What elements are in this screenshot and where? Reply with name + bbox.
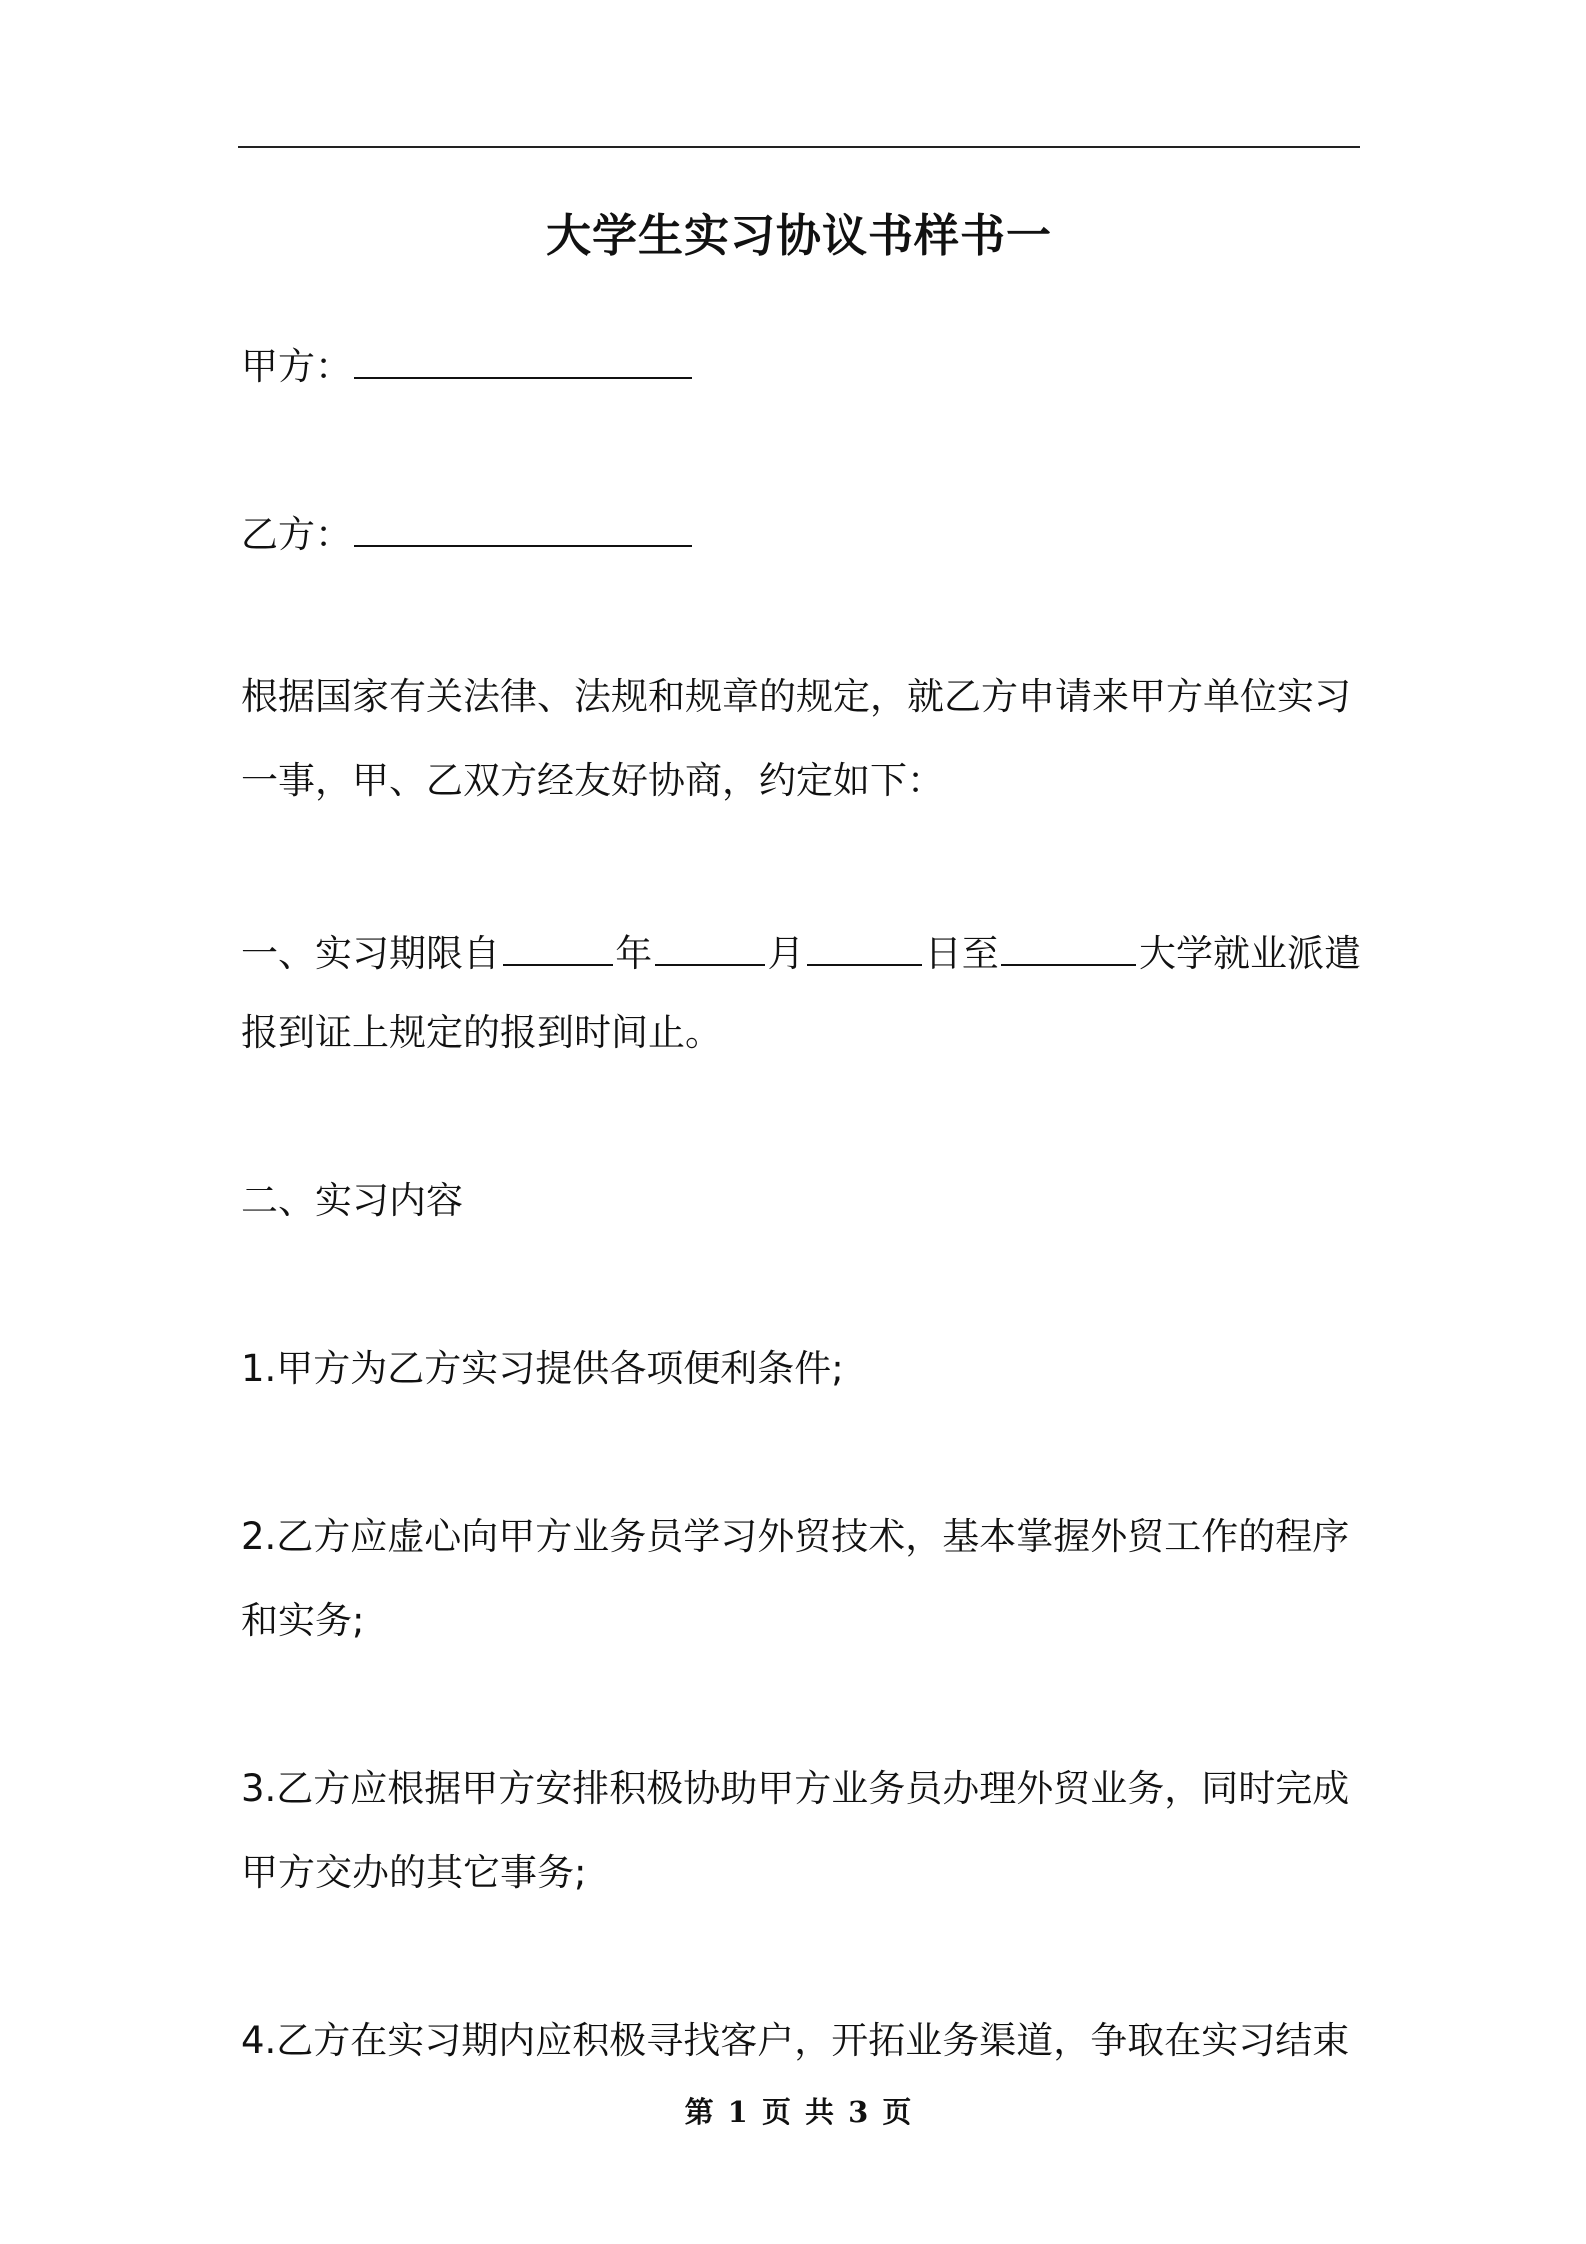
intro-line-2: 一事，甲、乙双方经友好协商，约定如下： <box>241 759 944 802</box>
intro-line-1: 根据国家有关法律、法规和规章的规定，就乙方申请来甲方单位实习 <box>241 675 1351 718</box>
party-a-blank[interactable] <box>354 337 692 379</box>
start-year-blank[interactable] <box>503 924 613 966</box>
clause-1-suffix: 大学就业派遣 <box>1139 932 1361 975</box>
item-2-line-2: 和实务; <box>241 1599 365 1642</box>
clause-1-prefix: 一、实习期限自 <box>241 932 500 975</box>
page-indicator: 第 1 页 共 3 页 <box>684 2095 914 2129</box>
clause-1-line-1 <box>241 924 1361 979</box>
start-month-blank[interactable] <box>655 924 765 966</box>
item-3-line-1: 3.乙方应根据甲方安排积极协助甲方业务员办理外贸业务，同时完成 <box>241 1767 1350 1810</box>
document-title: 大学生实习协议书样书一 <box>545 209 1052 262</box>
item-4-line-1: 4.乙方在实习期内应积极寻找客户，开拓业务渠道，争取在实习结束 <box>241 2019 1350 2062</box>
party-b-label: 乙方： <box>241 513 352 556</box>
item-1: 1.甲方为乙方实习提供各项便利条件; <box>241 1347 844 1390</box>
month-label: 月 <box>767 932 805 975</box>
start-day-blank[interactable] <box>807 924 922 966</box>
item-3-line-2: 甲方交办的其它事务; <box>241 1851 587 1894</box>
party-b-blank[interactable] <box>354 505 692 547</box>
year-label: 年 <box>615 932 653 975</box>
party-b-line <box>241 505 1361 560</box>
party-a-line <box>241 337 1361 392</box>
section-2-heading: 二、实习内容 <box>241 1179 463 1222</box>
day-to-label: 日至 <box>924 932 999 975</box>
item-2-line-1: 2.乙方应虚心向甲方业务员学习外贸技术，基本掌握外贸工作的程序 <box>241 1515 1350 1558</box>
clause-1-line-2: 报到证上规定的报到时间止。 <box>241 1011 722 1054</box>
university-blank[interactable] <box>1001 924 1136 966</box>
header-rule <box>238 146 1360 148</box>
party-a-label: 甲方： <box>241 345 352 388</box>
